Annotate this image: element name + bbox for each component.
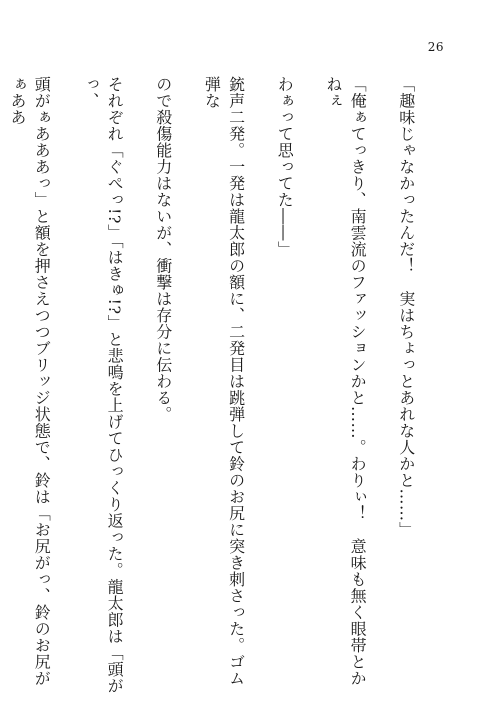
novel-body-text — [7, 76, 442, 696]
page-number: 26 — [427, 40, 444, 54]
text-line: 銃声二発。一発は龍太郎の額に、二発目は跳弾して鈴のお尻に突き刺さった。ゴム弾な — [202, 76, 246, 687]
text-line: ので殺傷能力はないが、衝撃は存分に伝わる。 — [153, 76, 173, 423]
text-line: 「俺ぁてっきり、南雲流のファッションかと……。わりぃ！ 意味も無く眼帯とかねぇ — [323, 76, 368, 687]
text-line: わぁって思ってた――」 — [275, 76, 295, 258]
text-line: 「趣味じゃなかったんだ！ 実はちょっとあれな人かと……」 — [396, 76, 416, 538]
text-line: 頭がぁあああっ」と額を押さえつつブリッジ状態で、鈴は「お尻がっ、鈴のお尻がぁああ — [7, 76, 52, 687]
text-line: それぞれ「ぐぺっ!?」「はきゅ!?」と悲鳴を上げてひっくり返った。龍太郎は「頭がっ、 — [80, 76, 125, 695]
